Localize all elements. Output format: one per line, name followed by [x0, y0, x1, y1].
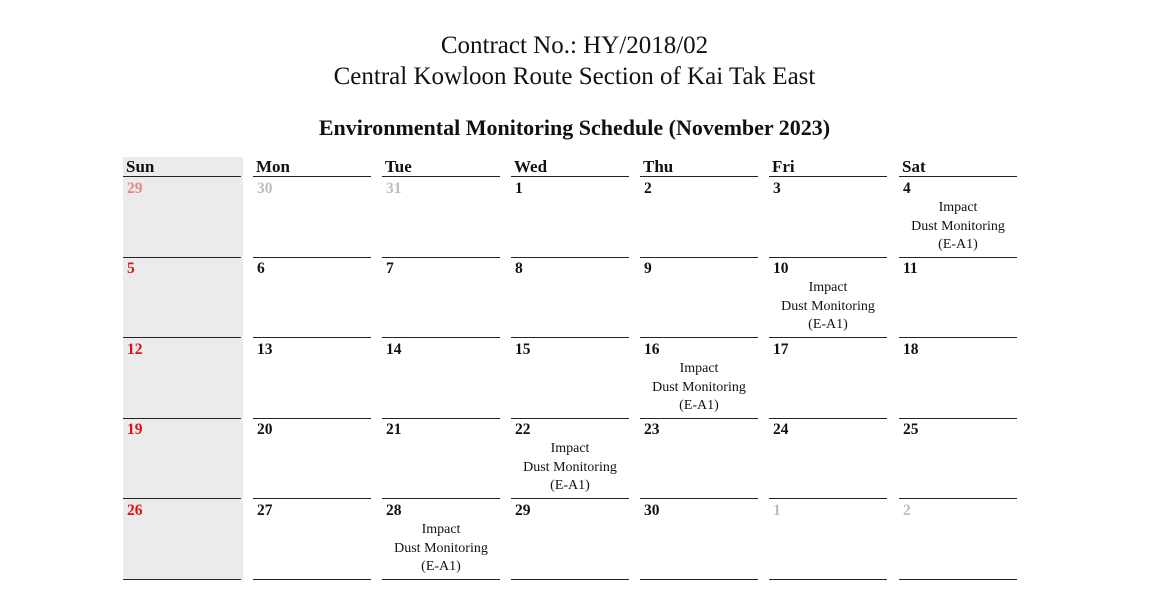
- day-cell: [123, 258, 241, 338]
- day-number: 8: [515, 260, 523, 277]
- day-cell: [899, 339, 1017, 419]
- day-number: 3: [773, 180, 781, 197]
- day-column-wed: [511, 156, 631, 582]
- event-line: Dust Monitoring: [911, 218, 1005, 234]
- day-number: 30: [257, 180, 273, 197]
- day-number: 14: [386, 341, 402, 358]
- monitoring-event: [511, 440, 629, 496]
- day-cell: [123, 419, 241, 499]
- day-cell: [899, 258, 1017, 338]
- day-number: 23: [644, 421, 660, 438]
- day-column-sun: [123, 156, 243, 582]
- event-line: Dust Monitoring: [652, 379, 746, 395]
- day-cell: [511, 258, 629, 338]
- day-cell: [382, 178, 500, 258]
- day-cell: [640, 500, 758, 580]
- day-number: 19: [127, 421, 143, 438]
- day-number: 21: [386, 421, 402, 438]
- day-number: 1: [773, 502, 781, 519]
- project-name: Central Kowloon Route Section of Kai Tak East: [333, 63, 816, 90]
- day-number: 18: [903, 341, 919, 358]
- event-line: (E-A1): [679, 398, 719, 413]
- event-line: (E-A1): [421, 559, 461, 574]
- monitoring-event: [382, 521, 500, 577]
- day-number: 29: [127, 180, 143, 197]
- weekday-header: Sat: [899, 156, 1017, 177]
- event-line: Impact: [550, 441, 590, 456]
- day-cell: [511, 339, 629, 419]
- day-number: 30: [644, 502, 660, 519]
- day-number: 11: [903, 260, 918, 277]
- day-column-thu: [640, 156, 760, 582]
- day-cell: [253, 419, 371, 499]
- weekday-header: Sun: [123, 156, 241, 177]
- day-number: 4: [903, 180, 911, 197]
- day-cell: [382, 419, 500, 499]
- weekday-header: Fri: [769, 156, 887, 177]
- day-number: 27: [257, 502, 273, 519]
- day-cell: [253, 178, 371, 258]
- contract-number: Contract No.: HY/2018/02: [440, 32, 709, 59]
- day-number: 5: [127, 260, 135, 277]
- event-line: (E-A1): [808, 317, 848, 332]
- monitoring-event: [769, 279, 887, 335]
- day-cell: [769, 500, 887, 580]
- event-line: Impact: [938, 200, 978, 215]
- day-column-sat: [899, 156, 1019, 582]
- monitoring-event: [640, 360, 758, 416]
- day-cell: [123, 178, 241, 258]
- event-line: Impact: [679, 361, 719, 376]
- day-number: 28: [386, 502, 402, 519]
- day-number: 12: [127, 341, 143, 358]
- day-cell: [511, 178, 629, 258]
- day-cell: [382, 258, 500, 338]
- day-cell: [253, 339, 371, 419]
- event-line: (E-A1): [938, 237, 978, 252]
- day-cell: [382, 339, 500, 419]
- day-cell: [899, 178, 1017, 258]
- day-cell: [769, 178, 887, 258]
- day-cell: [123, 500, 241, 580]
- day-column-fri: [769, 156, 889, 582]
- day-number: 16: [644, 341, 660, 358]
- day-cell: [640, 258, 758, 338]
- day-number: 29: [515, 502, 531, 519]
- event-line: Impact: [808, 280, 848, 295]
- day-cell: [640, 419, 758, 499]
- day-cell: [769, 258, 887, 338]
- day-cell: [899, 500, 1017, 580]
- day-number: 24: [773, 421, 789, 438]
- schedule-title: Environmental Monitoring Schedule (November 2023): [318, 115, 831, 140]
- day-number: 17: [773, 341, 789, 358]
- day-number: 2: [903, 502, 911, 519]
- day-number: 2: [644, 180, 652, 197]
- day-number: 1: [515, 180, 523, 197]
- day-cell: [123, 339, 241, 419]
- weekday-header: Tue: [382, 156, 500, 177]
- monitoring-event: [899, 199, 1017, 255]
- day-cell: [253, 500, 371, 580]
- day-number: 9: [644, 260, 652, 277]
- event-line: Dust Monitoring: [394, 540, 488, 556]
- day-number: 25: [903, 421, 919, 438]
- day-number: 15: [515, 341, 531, 358]
- event-line: Dust Monitoring: [523, 459, 617, 475]
- day-number: 31: [386, 180, 402, 197]
- day-cell: [511, 500, 629, 580]
- day-number: 22: [515, 421, 531, 438]
- weekday-header: Mon: [253, 156, 371, 177]
- day-column-mon: [253, 156, 373, 582]
- day-cell: [253, 258, 371, 338]
- day-column-tue: [382, 156, 502, 582]
- weekday-header: Wed: [511, 156, 629, 177]
- day-cell: [899, 419, 1017, 499]
- day-cell: [640, 178, 758, 258]
- day-cell: [769, 419, 887, 499]
- day-number: 10: [773, 260, 789, 277]
- day-cell: [640, 339, 758, 419]
- day-number: 6: [257, 260, 265, 277]
- day-cell: [769, 339, 887, 419]
- day-number: 26: [127, 502, 143, 519]
- event-line: Dust Monitoring: [781, 298, 875, 314]
- event-line: (E-A1): [550, 478, 590, 493]
- day-number: 7: [386, 260, 394, 277]
- day-cell: [382, 500, 500, 580]
- day-number: 20: [257, 421, 273, 438]
- day-number: 13: [257, 341, 273, 358]
- event-line: Impact: [421, 522, 461, 537]
- weekday-header: Thu: [640, 156, 758, 177]
- day-cell: [511, 419, 629, 499]
